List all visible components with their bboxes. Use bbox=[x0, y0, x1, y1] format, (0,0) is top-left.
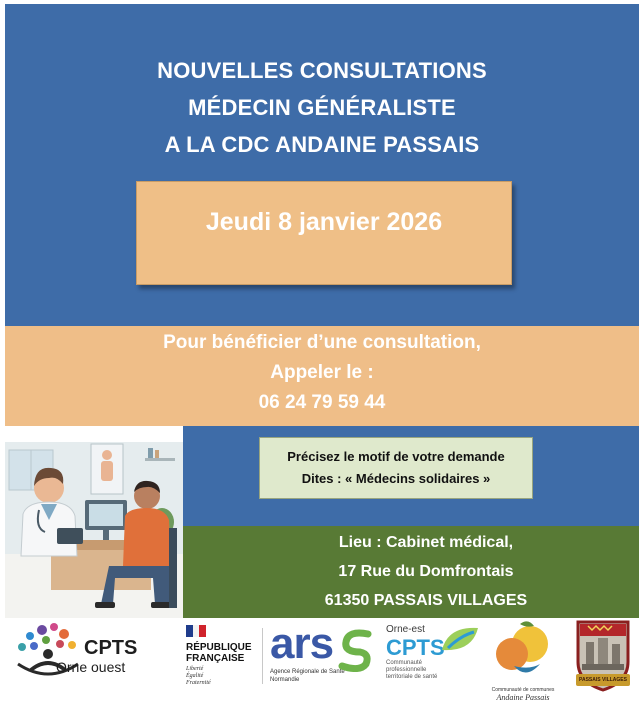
cpts-oo-sub: Orne ouest bbox=[56, 659, 126, 675]
call-line-2: Appeler le : bbox=[270, 362, 374, 383]
location-info bbox=[183, 528, 639, 615]
ars-sub: Agence Régionale de Santé bbox=[270, 669, 345, 675]
cdc-fruit-icon bbox=[490, 620, 556, 682]
passais-villages-crest bbox=[572, 618, 634, 694]
partner-logos bbox=[0, 618, 644, 718]
call-info bbox=[5, 328, 639, 418]
rf-motto-1: Liberté bbox=[186, 666, 204, 672]
rf-line-1: RÉPUBLIQUE bbox=[186, 642, 252, 653]
cpts-orne-ouest-text bbox=[56, 637, 176, 676]
logo-divider bbox=[262, 628, 263, 684]
cpts-leaf-icon bbox=[438, 622, 482, 656]
cdc-line-2: Andaine Passais bbox=[496, 693, 550, 702]
motif-box bbox=[259, 437, 533, 499]
cpts-oe-sub-3: territoriale de santé bbox=[386, 674, 438, 680]
republique-francaise-logo bbox=[186, 624, 262, 688]
cdc-line-1: Communauté de communes bbox=[491, 687, 555, 693]
marianne-flag-icon bbox=[186, 625, 206, 637]
title-line-1: NOUVELLES CONSULTATIONS bbox=[157, 58, 487, 83]
motif-line-2: Dites : « Médecins solidaires » bbox=[301, 471, 491, 486]
cpts-oo-name: CPTS bbox=[84, 637, 138, 659]
ars-name: ars bbox=[270, 619, 334, 668]
ars-s-accent-icon bbox=[338, 628, 374, 672]
location-line-3: 61350 PASSAIS VILLAGES bbox=[324, 592, 528, 609]
rf-motto-3: Fraternité bbox=[186, 680, 211, 686]
phone-number[interactable]: 06 24 79 59 44 bbox=[258, 392, 386, 413]
cpts-oe-top: Orne-est bbox=[386, 624, 425, 635]
event-date: Jeudi 8 janvier 2026 bbox=[205, 207, 443, 236]
ars-region: Normandie bbox=[270, 677, 300, 683]
title-line-2: MÉDECIN GÉNÉRALISTE bbox=[188, 95, 456, 120]
motif-line-1: Précisez le motif de votre demande bbox=[287, 449, 505, 464]
rf-line-2: FRANÇAISE bbox=[186, 653, 245, 664]
location-line-1: Lieu : Cabinet médical, bbox=[338, 534, 514, 551]
cpts-oe-sub-2: professionnelle bbox=[386, 667, 427, 673]
doctor-patient-image bbox=[5, 436, 183, 618]
doctor-patient-illustration bbox=[5, 436, 183, 618]
cdc-andaine-passais-logo bbox=[490, 620, 556, 700]
cpts-oe-sub-1: Communauté bbox=[386, 660, 423, 666]
date-box bbox=[136, 181, 512, 285]
rf-motto-2: Égalité bbox=[186, 673, 204, 679]
location-line-2: 17 Rue du Domfrontais bbox=[338, 563, 514, 580]
cpts-oe-name: CPTS bbox=[386, 635, 445, 660]
poster-title bbox=[5, 52, 639, 163]
crest-banner-text: PASSAIS VILLAGES bbox=[579, 677, 627, 683]
call-line-1: Pour bénéficier d’une consultation, bbox=[163, 332, 481, 353]
title-line-3: A LA CDC ANDAINE PASSAIS bbox=[164, 132, 480, 157]
